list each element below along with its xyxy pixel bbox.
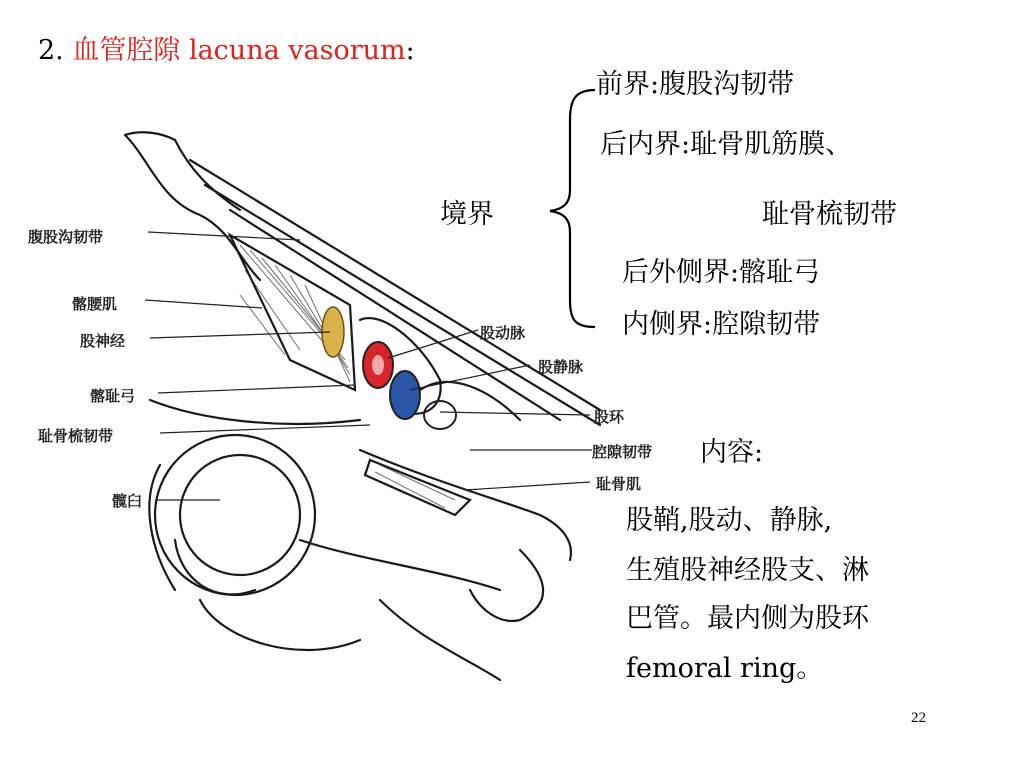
contents-line-1: 股鞘,股动、静脉,: [626, 505, 833, 536]
contents-line-3: 巴管。最内侧为股环: [626, 603, 869, 634]
lacuna-vasorum-illustration: [0, 120, 620, 700]
label-inguinal-ligament: 腹股沟韧带: [28, 228, 104, 246]
heading-number: 2.: [38, 35, 64, 66]
label-acetabulum: 髋臼: [112, 492, 143, 510]
label-pectineal-ligament: 耻骨梳韧带: [38, 427, 114, 445]
contents-label: 内容:: [700, 437, 764, 468]
label-lacunar-ligament: 腔隙韧带: [592, 443, 653, 461]
label-iliopectineal-arch: 髂耻弓: [90, 387, 136, 405]
femoral-ring-mark: [424, 401, 456, 429]
contents-line-2: 生殖股神经股支、淋: [626, 555, 869, 586]
label-pectineus: 耻骨肌: [596, 475, 642, 493]
boundary-posterior-medial-cont: 耻骨梳韧带: [762, 199, 897, 230]
heading-title-cn: 血管腔隙: [72, 35, 181, 66]
heading-colon: :: [405, 35, 415, 66]
boundary-medial: 内侧界:腔隙韧带: [622, 309, 821, 340]
heading-title-latin: lacuna vasorum: [188, 35, 406, 66]
femoral-vein-mark: [390, 371, 420, 419]
label-femoral-vein: 股静脉: [538, 358, 584, 376]
boundary-posterior-lateral: 后外侧界:髂耻弓: [622, 257, 821, 288]
page-number: 22: [911, 710, 926, 726]
label-femoral-ring: 股环: [594, 408, 625, 426]
slide-heading: [38, 28, 415, 67]
boundary-posterior-medial: 后内界:耻骨肌筋膜、: [600, 129, 853, 160]
label-femoral-nerve: 股神经: [80, 332, 126, 350]
boundary-anterior: 前界:腹股沟韧带: [596, 69, 795, 100]
label-iliopsoas: 髂腰肌: [72, 295, 118, 313]
boundaries-label: 境界: [440, 199, 494, 230]
label-femoral-artery: 股动脉: [480, 324, 526, 342]
contents-line-4: femoral ring。: [626, 653, 824, 684]
